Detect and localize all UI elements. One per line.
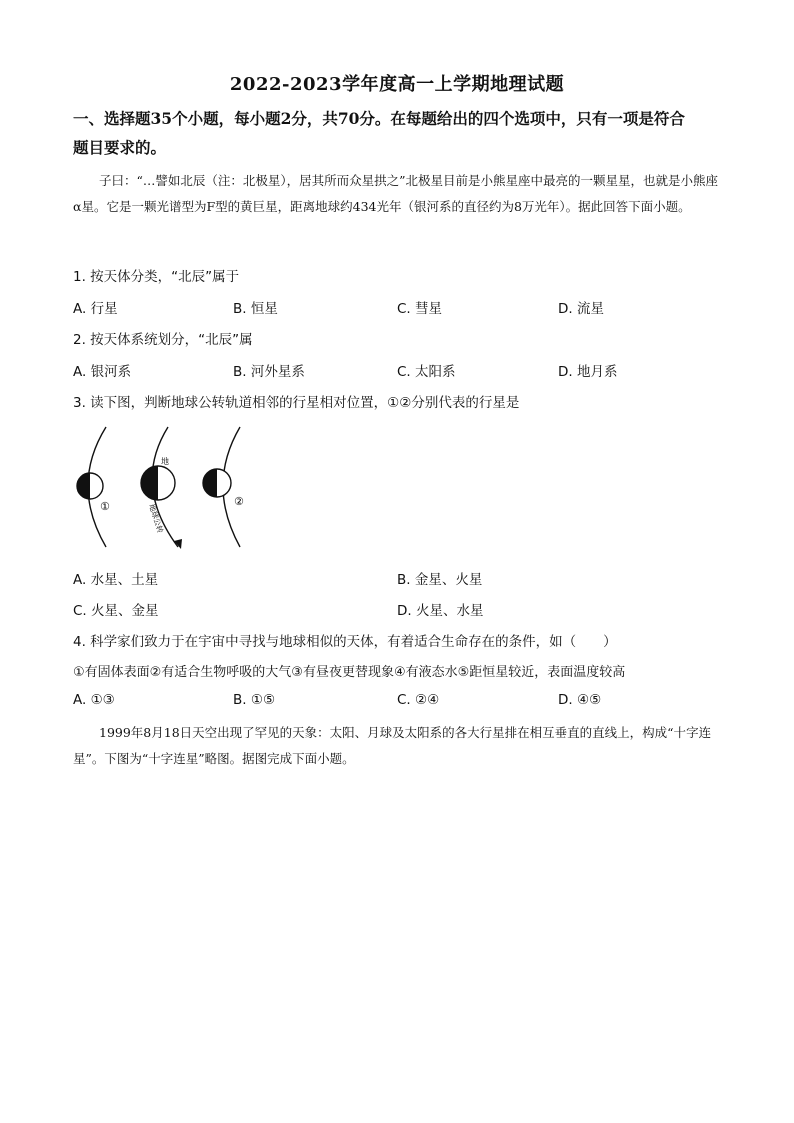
question-1-stem: 1. 按天体分类，“北辰”属于 (73, 269, 240, 285)
q4-option-b[interactable]: B. ①⑤ (233, 692, 276, 708)
orbit-figure (70, 425, 260, 550)
q2-option-b[interactable]: B. 河外星系 (233, 364, 305, 380)
q3-option-d[interactable]: D. 火星、水星 (397, 603, 484, 619)
q4-option-c[interactable]: C. ②④ (397, 692, 440, 708)
q4-option-a[interactable]: A. ①③ (73, 692, 115, 708)
q1-option-a[interactable]: A. 行星 (73, 301, 118, 317)
page-title: 2022-2023学年度高一上学期地理试题 (229, 74, 565, 95)
planet-1-icon (77, 473, 103, 499)
q3-option-c[interactable]: C. 火星、金星 (73, 603, 159, 619)
q1-option-d[interactable]: D. 流星 (558, 301, 604, 317)
section-heading (73, 104, 723, 162)
question-4-conditions: ①有固体表面②有适合生物呼吸的大气③有昼夜更替现象④有液态水⑤距恒星较近，表面温度较高 (73, 665, 626, 680)
label-1: ① (100, 500, 110, 513)
q1-option-b[interactable]: B. 恒星 (233, 301, 278, 317)
earth-icon (141, 466, 175, 500)
q1-option-c[interactable]: C. 彗星 (397, 301, 443, 317)
orbit-label: 地球公转 (147, 502, 165, 535)
q2-option-a[interactable]: A. 银河系 (73, 364, 132, 380)
planet-2-icon (203, 469, 231, 497)
label-2: ② (234, 495, 244, 508)
q3-option-a[interactable]: A. 水星、土星 (73, 572, 159, 588)
section-heading-line2: 题目要求的。 (73, 138, 167, 157)
passage-cross-alignment: 1999年8月18日天空出现了罕见的天象：太阳、月球及太阳系的各大行星排在相互垂直的直线上，构成“十字连星”。下图为“十字连星”略图。据图完成下面小题。 (73, 725, 712, 766)
q2-option-c[interactable]: C. 太阳系 (397, 364, 456, 380)
earth-label: 地 (161, 457, 169, 466)
question-2-stem: 2. 按天体系统划分，“北辰”属 (73, 332, 253, 348)
q2-option-d[interactable]: D. 地月系 (558, 364, 618, 380)
question-3-stem: 3. 读下图，判断地球公转轨道相邻的行星相对位置，①②分别代表的行星是 (73, 395, 520, 411)
passage-polaris: 子曰：“…譬如北辰（注：北极星），居其所而众星拱之”北极星目前是小熊星座中最亮的一颗星星，也就是小熊座α星。它是一颗光谱型为F型的黄巨星，距离地球约434光年（银河系的直径约为8万光年）。据此回答下面小题。 (73, 173, 719, 214)
question-4-stem: 4. 科学家们致力于在宇宙中寻找与地球相似的天体，有着适合生命存在的条件，如（ ） (73, 634, 617, 650)
q3-option-b[interactable]: B. 金星、火星 (397, 572, 483, 588)
q4-option-d[interactable]: D. ④⑤ (558, 692, 602, 708)
section-heading-line1: 一、选择题35个小题，每小题2分，共70分。在每题给出的四个选项中，只有一项是符合 (73, 109, 685, 128)
